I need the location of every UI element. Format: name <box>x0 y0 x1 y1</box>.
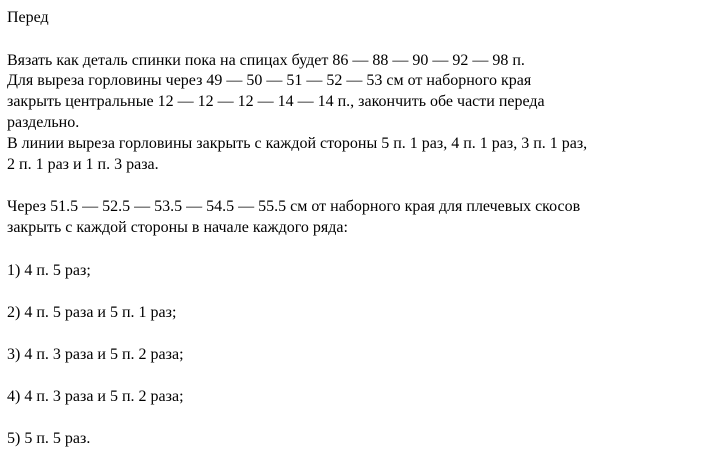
option-item: 4) 4 п. 3 раза и 5 п. 2 раза; <box>7 388 184 405</box>
option-item: 2) 4 п. 5 раза и 5 п. 1 раз; <box>7 304 177 321</box>
paragraph-line: Через 51.5 — 52.5 — 53.5 — 54.5 — 55.5 см от наборного края для плечевых скосов <box>7 198 581 215</box>
option-item: 5) 5 п. 5 раз. <box>7 430 91 447</box>
option-item: 1) 4 п. 5 раз; <box>7 262 91 279</box>
paragraph-line: закрыть с каждой стороны в начале каждого ряда: <box>7 219 348 236</box>
paragraph-line: раздельно. <box>7 114 80 131</box>
paragraph-line: 2 п. 1 раз и 1 п. 3 раза. <box>7 156 159 173</box>
option-item: 3) 4 п. 3 раза и 5 п. 2 раза; <box>7 346 184 363</box>
paragraph-line: В линии выреза горловины закрыть с каждой стороны 5 п. 1 раз, 4 п. 1 раз, 3 п. 1 раз, <box>7 135 588 152</box>
paragraph-line: Вязать как деталь спинки пока на спицах будет 86 — 88 — 90 — 92 — 98 п. <box>7 52 525 69</box>
paragraph-line: Для выреза горловины через 49 — 50 — 51 — 52 — 53 см от наборного края <box>7 72 532 89</box>
paragraph-line: закрыть центральные 12 — 12 — 12 — 14 — 14 п., закончить обе части переда <box>7 93 545 110</box>
section-title: Перед <box>7 9 49 26</box>
